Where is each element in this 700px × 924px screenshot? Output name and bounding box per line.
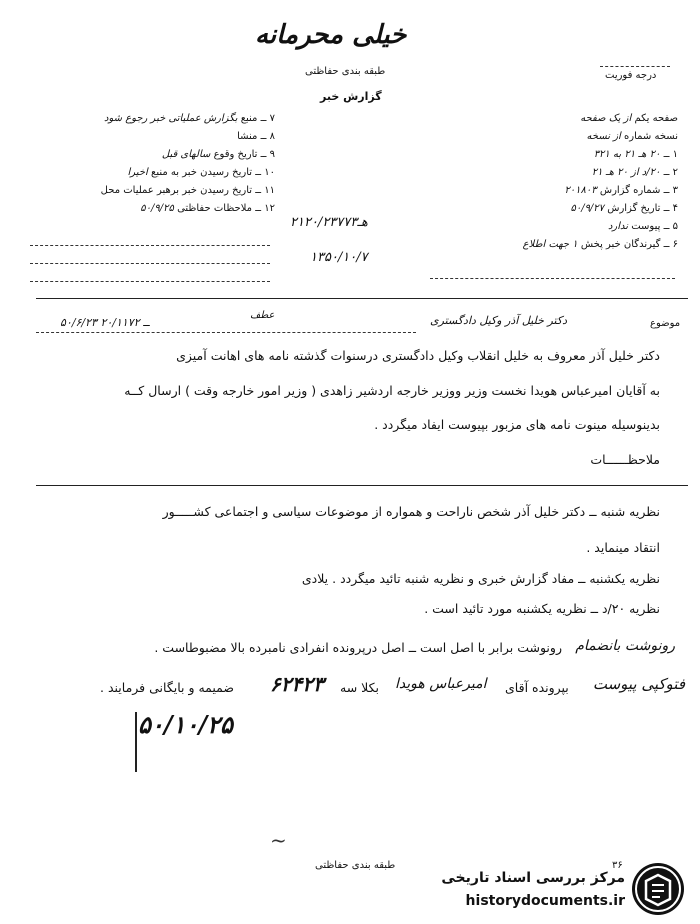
observations-heading: ملاحظــــــات — [590, 452, 660, 467]
field-row — [30, 128, 275, 146]
field-value: ۵۰/۹/۲۵ — [140, 203, 174, 214]
field-label: نسخه شماره — [624, 131, 678, 142]
classification-label: طبقه بندی حفاظتی — [305, 66, 386, 77]
field-row — [430, 110, 678, 128]
field-row — [430, 164, 678, 182]
field-label: ۲ ــ — [663, 167, 678, 178]
subject-marginal: عطف — [250, 310, 275, 321]
body-line: بدینوسیله مینوت نامه های مزبور بپیوست ایفاد میگردد . — [374, 417, 660, 432]
field-label: ۳ ــ شماره گزارش — [599, 185, 678, 196]
field-row — [30, 146, 275, 164]
right-field-list — [430, 110, 678, 254]
page-number: ۳۶ — [612, 860, 623, 871]
field-label: ۸ ــ منشا — [237, 131, 275, 142]
left-rule — [30, 263, 270, 264]
watermark-org: مرکز بررسی اسناد تاریخی — [441, 870, 625, 886]
field-label: صفحه یکم — [634, 113, 678, 124]
field-value: اخیرا — [127, 167, 148, 178]
observations-divider — [36, 485, 688, 486]
subject-label: موضوع — [650, 318, 681, 329]
document-title: خیلی محرمانه — [255, 20, 407, 50]
field-value: ندارد — [607, 221, 629, 232]
field-row — [30, 164, 275, 182]
file-line: بپرونده آقای — [505, 680, 569, 695]
field-row — [30, 182, 275, 200]
field-row — [430, 128, 678, 146]
field-value: از یک صفحه — [580, 113, 632, 124]
field-value: بگزارش عملیاتی خبر رجوع شود — [104, 113, 238, 124]
stamp-date: ۱۳۵۰/۱۰/۷ — [310, 250, 368, 265]
handwritten-date: ۵۰/۱۰/۲۵ — [138, 710, 233, 739]
left-field-list — [30, 110, 275, 218]
right-rule — [430, 278, 675, 279]
file-number: ۶۲۴۲۳ — [270, 672, 324, 696]
field-label: ۱۰ ــ تاریخ رسیدن خبر به منبع — [151, 167, 275, 178]
copy-note: رونوشت برابر با اصل است ــ اصل درپرونده انفرادی نامبرده بالا مضبوطاست . — [154, 640, 562, 655]
field-label: ۱۲ ــ ملاحظات حفاظتی — [177, 203, 275, 214]
left-rule — [30, 245, 270, 246]
file-name: امیرعباس هویدا — [395, 676, 487, 692]
field-row — [430, 182, 678, 200]
report-title: گزارش خبر — [320, 90, 382, 103]
left-rule — [30, 281, 270, 282]
field-value: ۲۰/د از ۲۰ هـ ۲۱ — [591, 167, 661, 178]
field-row — [430, 146, 678, 164]
field-label: ۷ ــ منبع — [240, 113, 275, 124]
field-value: ۲۰ هـ ۲۱ به ۳۲۱ — [593, 149, 661, 160]
body-line: به آقایان امیرعباس هویدا نخست وزیر ووزیر خارجه اردشیر زاهدی ( وزیر امور خارجه وقت ) ارسال کــه — [124, 383, 660, 398]
opinion-line: نظریه یکشنبه ــ مفاد گزارش خبری و نظریه شنبه تائید میگردد . یلادی — [301, 571, 660, 586]
subject-rule — [36, 332, 416, 333]
field-label: ۱۱ ــ تاریخ رسیدن خبر برهبر عملیات محل — [100, 185, 275, 196]
field-row — [430, 236, 678, 254]
subject-ref: ۵۰/۶/۲۳ ــ ۲۰/۱۱۷۲ — [60, 316, 150, 329]
field-row — [30, 200, 275, 218]
opinion-line: انتقاد مینماید . — [586, 540, 660, 555]
priority-label: درجه فوریت — [605, 70, 657, 81]
field-label: ۴ ــ تاریخ گزارش — [607, 203, 678, 214]
field-row — [430, 200, 678, 218]
field-row — [30, 110, 275, 128]
field-value: از نسخه — [586, 131, 621, 142]
section-divider — [36, 298, 688, 299]
field-label: ۵ ــ پیوست — [631, 221, 678, 232]
field-label: ۹ ــ تاریخ وقوع — [213, 149, 275, 160]
field-label: ۶ ــ گیرندگان خبر پخش — [580, 239, 678, 250]
stamp-number: ۲۱هـ۲۰/۲۳۷۷۳ — [290, 215, 368, 230]
watermark-logo-icon — [632, 863, 684, 915]
field-value: ۲۰۱۸۰۳ — [564, 185, 597, 196]
field-value: ۵۰/۹/۲۷ — [570, 203, 605, 214]
field-value: ۱ جهت اطلاع — [522, 239, 578, 250]
subject-value: دکتر خلیل آذر وکیل دادگستری — [430, 314, 567, 327]
file-class: بکلا سه — [340, 680, 379, 695]
watermark-url: historydocuments.ir — [465, 893, 625, 909]
signature-stroke — [135, 712, 137, 772]
copy-handwritten: رونوشت بانضمام — [575, 638, 675, 654]
body-line: دکتر خلیل آذر معروف به خلیل انقلاب وکیل دادگستری درسنوات گذشته نامه های اهانت آمیزی — [176, 348, 660, 363]
field-row — [430, 218, 678, 236]
opinion-line: نظریه شنبه ــ دکتر خلیل آذر شخص ناراحت و همواره از موضوعات سیاسی و اجتماعی کشـــــور — [162, 504, 660, 519]
priority-rule — [600, 66, 670, 67]
opinion-line: نظریه ۲۰/د ــ نظریه یکشنبه مورد تائید است . — [424, 601, 660, 616]
field-label: ۱ ــ — [663, 149, 678, 160]
field-value: سالهای قبل — [161, 149, 211, 160]
file-tail: ضمیمه و بایگانی فرمایند . — [100, 680, 235, 695]
copy-to: فتوکپی پیوست — [592, 675, 685, 693]
bottom-classification-label: طبقه بندی حفاظتی — [315, 860, 396, 871]
bottom-signature: ~ — [270, 828, 287, 852]
